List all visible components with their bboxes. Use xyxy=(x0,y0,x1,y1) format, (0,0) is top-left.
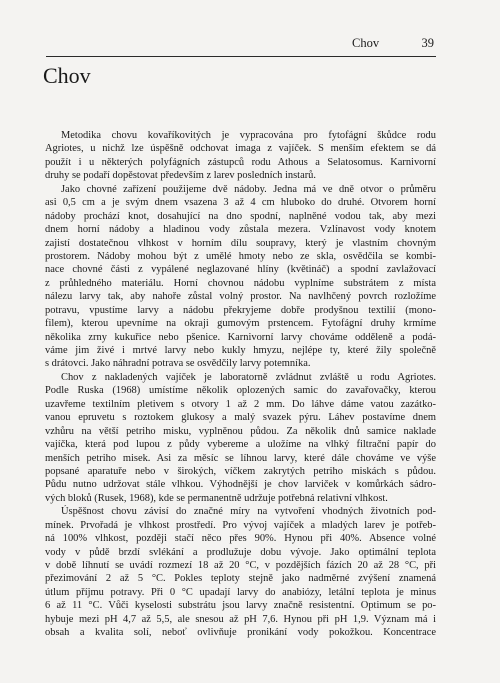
text-line: nálezu larvy tak, aby nahoře zůstal volný prostor. Na navlhčený povrch rozložíme xyxy=(45,291,436,303)
text-line: v době líhnutí se uvádí rozmezí 18 až 20 °C, v pozdějších fázích 20 až 28 °C, při xyxy=(45,560,436,571)
text-line: nádoby prochází knot, dosahující na dno spodní, naplněné vodou tak, aby mezi xyxy=(45,210,436,222)
text-line: útlum příjmu potravy. Při 0 °C upadají larvy do anabiózy, letální teplota je minus xyxy=(45,586,436,598)
text-line: Úspěšnost chovu závisí do značné míry na vytvoření vhodných životních pod- xyxy=(61,506,436,518)
chapter-title: Chov xyxy=(43,63,91,88)
page-number: 39 xyxy=(421,36,434,50)
text-line: z průhledného materiálu. Horní chovnou nádobu vyplníme substrátem z místa xyxy=(45,277,436,289)
text-line: obsah a kvalita solí, neboť ovlivňuje pronikání vody pokožkou. Koncentrace xyxy=(45,627,436,639)
text-line: Podle Ruska (1968) umístíme několik oplozených samic do zavařovačky, kterou xyxy=(45,385,436,397)
text-line: vých bloků (Rusek, 1968), kde se permanentně udržuje potřebná relativní vlhkost. xyxy=(45,492,388,504)
text-line: filem), kterou upevníme na okraji gumovým prstencem. Fytofágní druhy krmíme xyxy=(45,318,436,330)
running-head-section: Chov xyxy=(352,36,380,50)
text-line: ná 100% vlhkost, později stačí něco přes 90%. Hynou při 40%. Absence volné xyxy=(45,533,436,545)
text-line: Půdu nutno udržovat stále vlhkou. Výhodnější je chov larviček v komůrkách sádro- xyxy=(45,479,436,491)
text-line: potravu, vpustíme larvy a nádobu překryjeme dobře prodyšnou textilií (mono- xyxy=(45,304,436,316)
text-line: vzhůru na větší petriho misku, vyplněnou půdou. Za několik dnů samice naklade xyxy=(45,425,436,437)
text-line: dnem horní nádoby a hladinou vody zůstala mezera. Vzlínavost vody knotem xyxy=(45,224,436,236)
text-line: s drátovci. Jako náhradní potrava se osvědčily larvy potemníka. xyxy=(45,358,311,370)
text-line: Jako chovné zařízení použijeme dvě nádoby. Jedna má ve dně otvor o průměru xyxy=(61,183,436,195)
text-line: menších petriho misek. Asi za měsíc se líhnou larvy, které dále chováme ve výše xyxy=(45,452,436,464)
text-line: hybuje mezi pH 4,7 až 5,5, ale snesou až pH 7,6. Hynou při pH 1,9. Význam má i xyxy=(45,613,436,625)
text-line: několika zrny kukuřice nebo pšenice. Karnivorní larvy chováme odděleně a podá- xyxy=(45,331,436,343)
text-line: zajistí dostatečnou vlhkost v horním dílu soupravy, který je vlastním chovným xyxy=(45,237,436,249)
body-text xyxy=(45,129,436,640)
text-line: vanou epruvetu s roztokem glukosy a malý svazek pýru. Láhev postavíme dnem xyxy=(45,412,436,424)
text-line: Agriotes, u nichž lze úspěšně odchovat imaga z vajíček. S menším efektem se dá xyxy=(45,143,436,155)
text-line: vody v půdě brzdí svlékání a prodlužuje dobu vývoje. Jako optimální teplota xyxy=(45,546,436,558)
text-line: Metodika chovu kovaříkovitých je vypracována pro fytofágní škůdce rodu xyxy=(61,130,436,141)
text-line: použít i u některých polyfágních zástupců rodu Athous a Selatosomus. Karnivorní xyxy=(45,156,436,168)
text-line: uzavřeme textilním pletivem s otvory 1 až 2 mm. Do láhve dáme vatou zazátko- xyxy=(45,398,436,410)
text-line: váme jim živé i mrtvé larvy nebo kukly hmyzu, nejlépe ty, které žily společně xyxy=(45,345,436,356)
text-line: mínek. Prvořadá je vlhkost prostředí. Pro vývoj vajíček a mladých larev je potřeb- xyxy=(45,519,436,531)
text-line: 6 až 11 °C. Vůči kyselosti substrátu jsou larvy značně resistentní. Optimum se po- xyxy=(45,600,436,612)
text-line: druhy se podaří dopěstovat především z larev posledních instarů. xyxy=(45,170,317,182)
text-line: nace chovné části z vypálené neglazované hlíny (květináč) a spodní zavlažovací xyxy=(45,264,436,276)
header-rule xyxy=(46,56,436,57)
running-head xyxy=(352,36,434,51)
text-line: přezimování 2 až 5 °C. Pokles teploty stejně jako nadměrné zvýšení znamená xyxy=(45,573,436,585)
text-line: Chov z nakladených vajíček je laboratorně zvládnut zvláště u rodu Agriotes. xyxy=(61,371,436,383)
text-line: asi 0,5 cm a je svým dnem vsazena 3 až 4 cm hluboko do druhé. Otvorem horní xyxy=(45,197,436,209)
text-line: vajíčka, která pod lupou z půdy vybereme a uložíme na vlhký filtrační papír do xyxy=(45,439,436,451)
text-line: prostorem. Nádoby mohou být z umělé hmoty nebo ze skla, osvědčila se kombi- xyxy=(45,250,436,262)
text-line: popsané aparatuře nebo v širokých, víčkem zakrytých petriho miskách s půdou. xyxy=(45,465,436,477)
